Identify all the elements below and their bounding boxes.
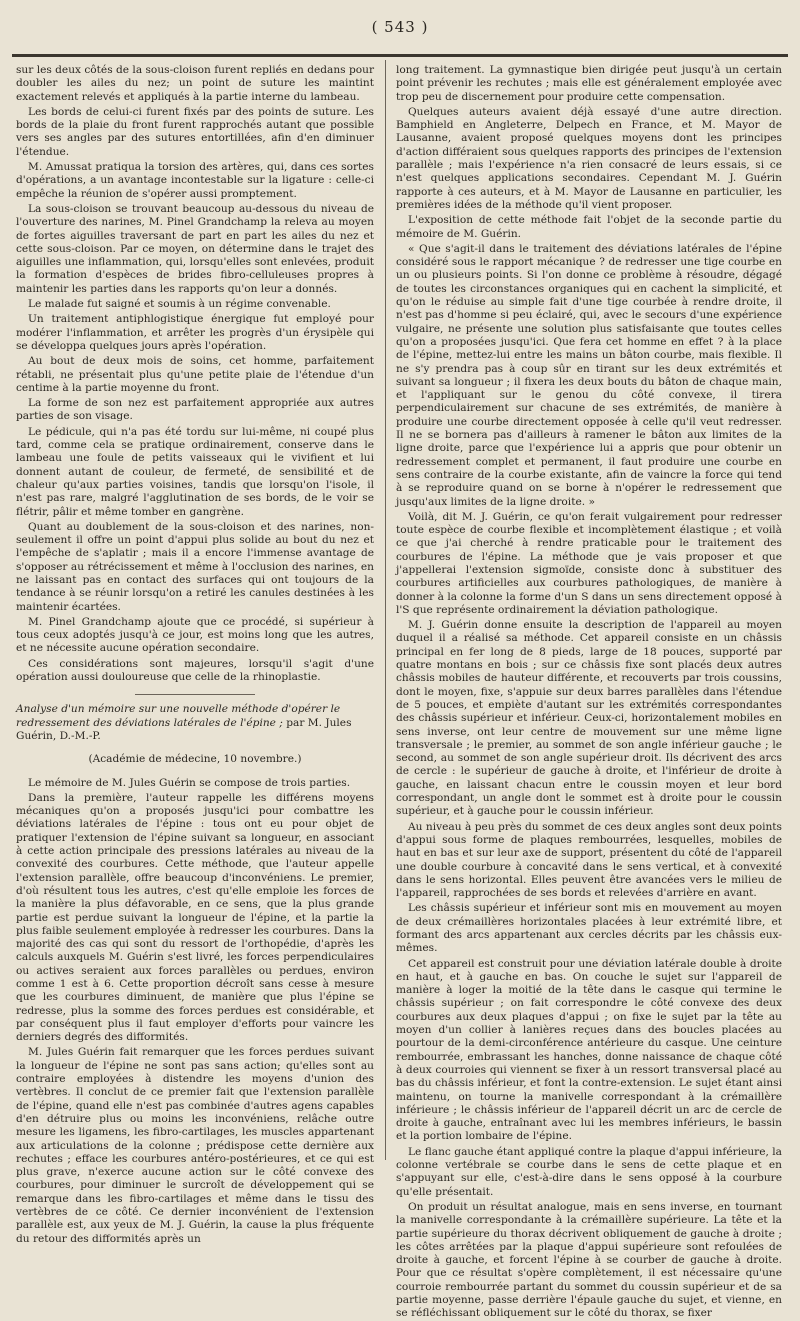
column-divider xyxy=(385,60,386,1160)
paragraph: Dans la première, l'auteur rappelle les différens moyens mécaniques qu'on a proposés jusqu'ici pour combattre les déviations latérales de l'épine : tous ont eu pour objet de pratiquer l'extension de l'épine suivant sa longueur, en associant à cette action principale des pressions latérales au niveau de la convexité des courbures. Cette méthode, que l'auteur appelle l'extension parallèle, offre beaucoup d'inconvéniens. Le premier, d'où résultent tous les autres, c'est qu'elle emploie les forces de la manière la plus défavorable, en ce sens, que la plus grande partie est perdue suivant la longueur de l'épine, et la partie la plus faible seulement employée à redresser les courbures. Dans la majorité des cas qui sont du ressort de l'orthopédie, d'après les calculs auxquels M. Guérin s'est livré, les forces perpendiculaires ou actives seraient aux forces parallèles ou perdues, environ comme 1 est à 6. Cette proportion décroît sans cesse à mesure que les courbures diminuent, de manière que plus l'épine se redresse, plus la somme des forces perdues est considérable, et par conséquent plus il faut employer d'efforts pour vaincre les derniers degrés des difformités. xyxy=(16,791,374,1044)
article-title-text: Analyse d'un mémoire sur une nouvelle méthode d'opérer le redressement des déviations latérales de l'épine ; xyxy=(16,703,341,729)
page-number: ( 543 ) xyxy=(371,18,429,36)
paragraph: On produit un résultat analogue, mais en sens inverse, en tournant la manivelle correspondante à la crémaillère supérieure. La tête et la partie supérieure du thorax décrivent obliquement de gauche à droite ; les côtes arrêtées par la plaque d'appui supérieure sont refoulées de droite à gauche, et forcent l'épine à se courber de gauche à droite. Pour que ce résultat s'opère complètement, il est nécessaire qu'une courroie rembourrée partant du sommet du coussin supérieur et de sa partie moyenne, passe derrière l'épaule gauche du sujet, et vienne, en se réfléchissant obliquement sur le côté du thorax, se fixer xyxy=(396,1200,782,1320)
paragraph: La sous-cloison se trouvant beaucoup au-dessous du niveau de l'ouverture des narines, M. Pinel Grandchamp la releva au moyen de fortes aiguilles traversant de part en part les ailes du nez et cette sous-cloison. Par ce moyen, on détermine dans le trajet des aiguilles une inflammation, qui, lorsqu'elles sont enlevées, produit la formation d'espèces de brides fibro-celluleuses propres à maintenir les parties dans les rapports qu'on leur a donnés. xyxy=(16,202,374,295)
article-date: (Académie de médecine, 10 novembre.) xyxy=(88,753,302,766)
paragraph: M. Pinel Grandchamp ajoute que ce procédé, si supérieur à tous ceux adoptés jusqu'à ce jour, est moins long que les autres, et ne nécessite aucune opération secondaire. xyxy=(16,615,374,655)
paragraph: Quant au doublement de la sous-cloison et des narines, non-seulement il offre un point d'appui plus solide au bout du nez et l'empêche de s'aplatir ; mais il a encore l'immense avantage de s'opposer au rétrécissement et même à l'occlusion des narines, en ne laissant pas en contact des surfaces qui ont toujours de la tendance à se réunir lorsqu'on a retiré les canules destinées à les maintenir écartées. xyxy=(16,520,374,613)
paragraph: Au niveau à peu près du sommet de ces deux angles sont deux points d'appui sous forme de plaques rembourrées, lesquelles, mobiles de haut en bas et sur leur axe de support, présentent du côté de l'appareil une double courbure à concavité dans le sens vertical, et à convexité dans le sens horizontal. Elles peuvent être avancées vers le milieu de l'appareil, rapprochées de ses bords et relevées d'arrière en avant. xyxy=(396,820,782,900)
paragraph: Le mémoire de M. Jules Guérin se compose de trois parties. xyxy=(28,776,351,789)
paragraph: M. Amussat pratiqua la torsion des artères, qui, dans ces sortes d'opérations, a un avantage incontestable sur la ligature : celle-ci empêche la réunion de s'opérer aussi promptement. xyxy=(16,161,374,200)
paragraph: Voilà, dit M. J. Guérin, ce qu'on ferait vulgairement pour redresser toute espèce de courbe flexible et incomplètement élastique ; et voilà ce que j'ai cherché à rendre praticable pour le traitement des courbures de l'épine. La méthode que je vais proposer et que j'appellerai l'extension sigmoïde, consiste donc à substituer des courbures artificielles aux courbures pathologiques, de manière à donner à la colonne la forme d'un S dans un sens directement opposé à l'S que représente ordinairement la déviation pathologique. xyxy=(396,510,782,616)
paragraph: Le pédicule, qui n'a pas été tordu sur lui-même, ni coupé plus tard, comme cela se pratique ordinairement, conserve dans le lambeau une foule de petits vaisseaux qui le vivifient et lui donnent autant de couleur, de fermeté, de sensibilité et de chaleur qu'aux parties voisines, tandis que lorsqu'on l'isole, il n'est pas rare, malgré l'agglutination de ses bords, de le voir se flétrir, pâlir et même tomber en gangrène. xyxy=(16,425,374,518)
paragraph: M. J. Guérin donne ensuite la description de l'appareil au moyen duquel il a réalisé sa méthode. Cet appareil consiste en un châssis principal en fer long de 8 pieds, large de 18 pouces, supporté par quatre montans en bois ; sur ce châssis fixe sont placés deux autres châssis mobiles de hauteur différente, et recouverts par trois coussins, dont le moyen, fixe, s'appuie sur deux barres parallèles dans l'étendue de 5 pouces, et empiète d'autant sur les extrémités correspondantes des châssis supérieur et inférieur. Ceux-ci, horizontalement mobiles en sens inverse, ont leur centre de mouvement sur une même ligne transversale ; le premier, au sommet de son angle inférieur gauche ; le second, au sommet de son angle supérieur droit. Ils décrivent des arcs de cercle : le supérieur de gauche à droite, et l'inférieur de droite à gauche, en laissant chacun entre le coussin moyen et leur bord correspondant, un angle dont le sommet est à droite pour le coussin supérieur, et à gauche pour le coussin inférieur. xyxy=(396,619,782,818)
paragraph: Ces considérations sont majeures, lorsqu'il s'agit d'une opération aussi douloureuse que celle de la rhinoplastie. xyxy=(16,657,374,684)
header-rule xyxy=(12,54,788,57)
paragraph: M. Jules Guérin fait remarquer que les forces perdues suivant la longueur de l'épine ne sont pas sans action; qu'elles sont au contraire employées à distendre les moyens d'union des vertèbres. Il conclut de ce premier fait que l'extension parallèle de l'épine, quand elle n'est pas combinée d'autres agens capables d'en détruire plus ou moins les inconvéniens, relâche outre mesure les ligamens, les fibro-cartilages, les muscles appartenant aux articulations de la colonne ; prédispose cette dernière aux rechutes ; efface les courbures antéro-postérieures, et ce qui est plus grave, n'exerce aucune action sur le côté convexe des courbures, pour diminuer le surcroît de développement qui se remarque dans les fibro-cartilages et même dans le tissu des vertèbres de ce côté. Ce dernier inconvénient de l'extension parallèle est, aux yeux de M. J. Guérin, la cause la plus fréquente du retour des difformités après un xyxy=(16,1046,374,1245)
section-separator xyxy=(135,694,255,695)
article-author: par M. Jules Guérin, D.-M.-P. xyxy=(16,716,352,742)
article-title xyxy=(16,703,374,743)
paragraph: « Que s'agit-il dans le traitement des déviations latérales de l'épine considéré sous le rapport mécanique ? de redresser une tige courbe en un ou plusieurs points. Si l'on donne ce problème à résoudre, dégagé de toutes les circonstances organiques qui en cachent la simplicité, et qu'on le réduise au simple fait d'une tige courbée à rendre droite, il n'est pas d'homme si peu éclairé, qui, avec le secours d'une expérience vulgaire, ne présente une solution plus satisfaisante que toutes celles qu'on a proposées jusqu'ici. Que fera cet homme en effet ? à la place de l'épine, mettez-lui entre les mains un bâton courbe, mais flexible. Il ne s'y prendra pas à coup sûr en tirant sur les deux extrémités et suivant sa longueur ; il fixera les deux bouts du bâton de chaque main, et l'appliquant sur le genou du côté convexe, il tirera perpendiculairement sur chacune de ses extrémités, de manière à produire une courbe directement opposée à celle qu'il veut redresser. Il ne se bornera pas d'ailleurs à ramener le bâton aux limites de la ligne droite, parce que l'expérience lui a appris que pour obtenir un redressement complet et permanent, il faut produire une courbe en sens contraire de la courbe existante, afin de vaincre la force qui tend à se reproduire quand on se borne à n'opérer le redressement que jusqu'aux limites de la ligne droite. » xyxy=(396,242,782,508)
paragraph: Quelques auteurs avaient déjà essayé d'une autre direction. Bamphield en Angleterre, Delpech en France, et M. Mayor de Lausanne, avaient proposé quelques moyens dont les principes d'action différaient sous quelques rapports des principes de l'extension parallèle ; mais l'expérience n'a rien consacré de leurs essais, si ce n'est quelques applications secondaires. Cependant M. J. Guérin rapporte à ces auteurs, et à M. Mayor de Lausanne en particulier, les premières idées de la méthode qu'il vient proposer. xyxy=(396,105,782,211)
left-column xyxy=(16,64,375,1245)
paragraph: Un traitement antiphlogistique énergique fut employé pour modérer l'inflammation, et arrêter les progrès d'un érysipèle qui se développa quelques jours après l'opération. xyxy=(16,313,374,352)
paragraph: Au bout de deux mois de soins, cet homme, parfaitement rétabli, ne présentait plus qu'une petite plaie de l'étendue d'un centime à la partie moyenne du front. xyxy=(16,355,374,394)
paragraph: Cet appareil est construit pour une déviation latérale double à droite en haut, et à gauche en bas. On couche le sujet sur l'appareil de manière à loger la moitié de la tête dans le casque qui termine le châssis supérieur ; on fait correspondre le côté convexe des deux courbures aux deux plaques d'appui ; on fixe le sujet par la tête au moyen d'un collier à lanières reçues dans des boucles placées au pourtour de la demi-circonférence antérieure du casque. Une ceinture rembourrée, embrassant les hanches, donne naissance de chaque côté à deux courroies qui viennent se fixer à un ressort transversal placé au bas du châssis inférieur, et font la contre-extension. Le sujet étant ainsi maintenu, on tourne la manivelle correspondant à la crémaillère inférieure ; le châssis inférieur de l'appareil décrit un arc de cercle de droite à gauche, entraînant avec lui les membres inférieurs, le bassin et la portion lombaire de l'épine. xyxy=(396,957,782,1143)
paragraph: Le malade fut saigné et soumis à un régime convenable. xyxy=(28,298,331,311)
paragraph: L'exposition de cette méthode fait l'objet de la seconde partie du mémoire de M. Guérin. xyxy=(396,214,782,240)
right-column xyxy=(396,64,782,1320)
paragraph: Les bords de celui-ci furent fixés par des points de suture. Les bords de la plaie du front furent rapprochés autant que possible vers ses angles par des sutures entortillées, afin d'en diminuer l'étendue. xyxy=(16,105,374,158)
paragraph: La forme de son nez est parfaitement appropriée aux autres parties de son visage. xyxy=(16,397,374,423)
paragraph: Le flanc gauche étant appliqué contre la plaque d'appui inférieure, la colonne vertébrale se courbe dans le sens de cette plaque et en s'appuyant sur elle, c'est-à-dire dans le sens opposé à la courbure qu'elle présentait. xyxy=(396,1145,782,1198)
paragraph: Les châssis supérieur et inférieur sont mis en mouvement au moyen de deux crémaillères horizontales placées à leur extrémité libre, et formant des arcs appartenant aux cercles décrits par les châssis eux-mêmes. xyxy=(396,902,782,955)
paragraph: sur les deux côtés de la sous-cloison furent repliés en dedans pour doubler les ailes du nez; un point de suture les maintint exactement relevés et appliqués à la partie interne du lambeau. xyxy=(16,64,375,103)
paragraph: long traitement. La gymnastique bien dirigée peut jusqu'à un certain point prévenir les rechutes ; mais elle est généralement employée avec trop peu de discernement pour produire cette compensation. xyxy=(396,64,782,103)
